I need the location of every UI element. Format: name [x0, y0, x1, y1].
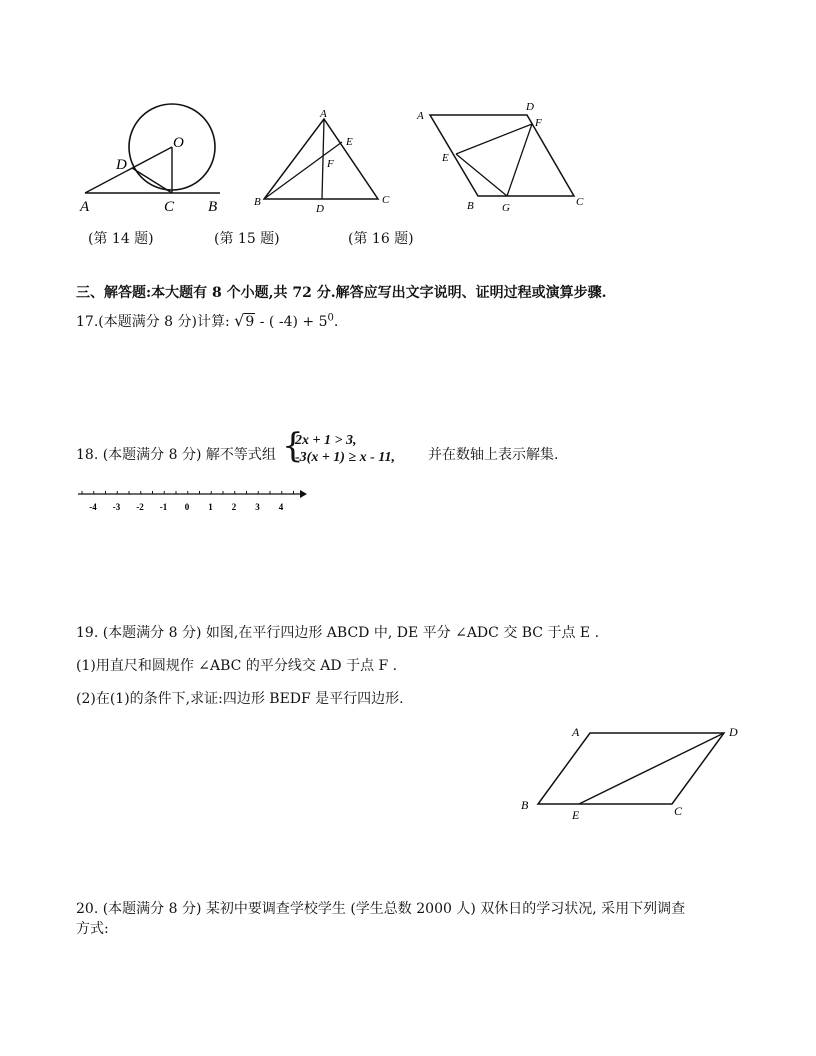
- fig16-line-EF: [456, 124, 532, 154]
- fig19-line-DE: [579, 733, 724, 804]
- number-line-tick-label: 0: [184, 502, 190, 512]
- fig14-caption: (第 14 题): [88, 231, 154, 247]
- figure-14: [78, 95, 228, 217]
- fig19-parallelogram: [538, 733, 724, 804]
- number-line-tick-label: -4: [89, 502, 97, 512]
- q17-tail: .: [333, 314, 339, 330]
- fig16-label-C: C: [576, 196, 584, 208]
- fig16-label-G: G: [502, 202, 510, 214]
- q20-line2: 方式:: [76, 921, 109, 937]
- arrow-right-icon: [300, 490, 307, 498]
- fig14-label-B: B: [208, 199, 218, 215]
- q17: [76, 311, 338, 331]
- figure-19: [512, 718, 748, 826]
- q17-exponent: 0: [327, 312, 334, 324]
- number-line-tick-label: 1: [208, 502, 213, 512]
- fig19-label-D: D: [729, 725, 738, 739]
- figure-16: [412, 98, 592, 216]
- fig14-line-DC: [132, 168, 172, 193]
- fig15-label-D: D: [316, 203, 324, 215]
- q20-line1: 20. (本题满分 8 分) 某初中要调查学校学生 (学生总数 2000 人) 双休日的学习状况, 采用下列调查: [76, 901, 686, 917]
- fig14-label-D: D: [116, 157, 127, 173]
- q17-expr: - ( -4) + 5: [259, 314, 328, 330]
- fig19-label-A: A: [572, 725, 580, 739]
- fig14-line-AO: [85, 147, 172, 193]
- fig16-label-D: D: [526, 101, 534, 113]
- number-line-tick-label: -1: [159, 502, 168, 512]
- figure-15: [250, 105, 395, 217]
- fig15-label-B: B: [254, 196, 261, 208]
- q18-line2: -3(x + 1) ≥ x - 11,: [295, 450, 396, 465]
- q19-line3: (2)在(1)的条件下,求证:四边形 BEDF 是平行四边形.: [76, 691, 404, 707]
- fig14-label-A: A: [80, 199, 90, 215]
- fig16-line-EG: [456, 154, 507, 196]
- fig16-parallelogram: [430, 115, 574, 196]
- number-line-tick-label: 4: [278, 502, 284, 512]
- fig19-label-B: B: [521, 798, 529, 812]
- number-line-tick-label: 3: [255, 502, 260, 512]
- fig15-label-E: E: [346, 136, 353, 148]
- number-line-tick-label: 2: [231, 502, 237, 512]
- fig15-line-BE: [264, 142, 342, 199]
- number-line-tick-label: -2: [136, 502, 144, 512]
- fig15-label-F: F: [327, 158, 334, 170]
- fig16-line-FG: [507, 124, 532, 196]
- brace-icon: {: [282, 426, 304, 466]
- fig15-label-A: A: [320, 108, 327, 120]
- q19-line1: 19. (本题满分 8 分) 如图,在平行四边形 ABCD 中, DE 平分 ∠ADC 交 BC 于点 E .: [76, 625, 600, 641]
- fig16-label-A: A: [417, 110, 424, 122]
- fig14-label-C: C: [164, 199, 175, 215]
- fig19-label-E: E: [572, 808, 580, 822]
- section-heading: 三、解答题:本大题有 8 个小题,共 72 分.解答应写出文字说明、证明过程或演算步骤.: [76, 285, 607, 301]
- fig15-label-C: C: [382, 194, 390, 206]
- fig15-line-AD: [322, 119, 324, 199]
- fig16-label-F: F: [535, 117, 542, 129]
- fig19-label-C: C: [674, 804, 683, 818]
- q17-sqrt-arg: 9: [245, 314, 255, 330]
- q17-prefix: 17.(本题满分 8 分)计算:: [76, 314, 230, 330]
- fig16-label-E: E: [442, 152, 449, 164]
- fig16-label-B: B: [467, 200, 474, 212]
- q18-suffix: 并在数轴上表示解集.: [428, 447, 559, 463]
- q19-line2: (1)用直尺和圆规作 ∠ABC 的平分线交 AD 于点 F .: [76, 658, 398, 674]
- fig16-caption: (第 16 题): [348, 231, 414, 247]
- q18-prefix: 18. (本题满分 8 分) 解不等式组: [76, 447, 276, 463]
- fig15-caption: (第 15 题): [214, 231, 280, 247]
- number-line-tick-label: -3: [112, 502, 121, 512]
- fig14-label-O: O: [173, 135, 184, 151]
- sqrt-icon: √: [234, 311, 245, 330]
- q18-line1: 2x + 1 > 3,: [295, 433, 357, 448]
- number-line: [76, 486, 308, 516]
